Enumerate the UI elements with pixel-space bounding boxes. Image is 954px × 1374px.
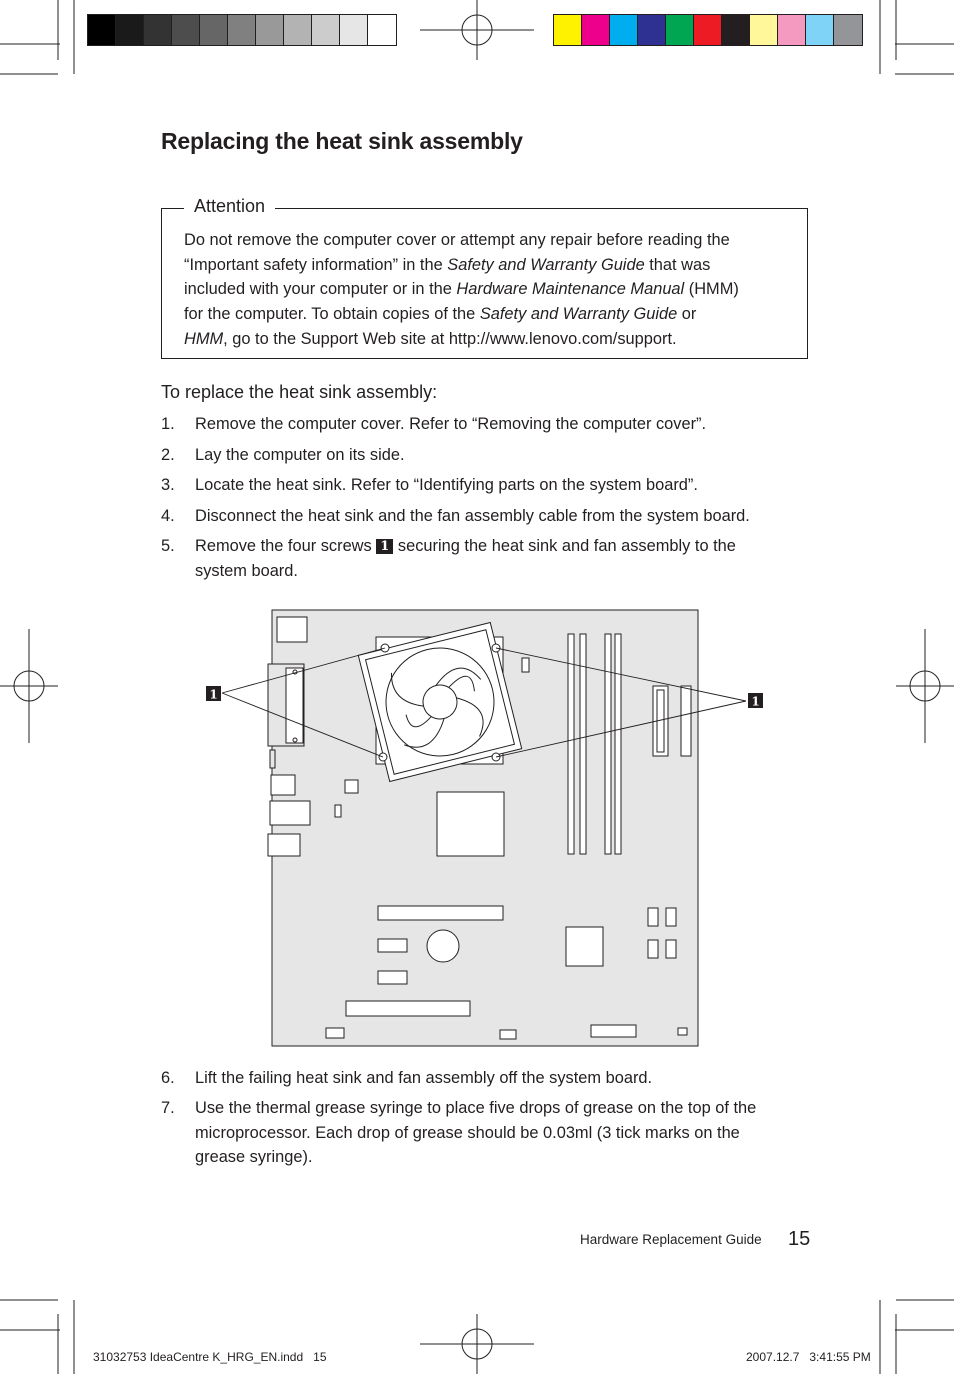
step-text: Remove the computer cover. Refer to “Removing the computer cover”. bbox=[195, 415, 707, 433]
memory-slot bbox=[615, 634, 621, 854]
slug-file-name: 31032753 IdeaCentre K_HRG_EN.indd 15 bbox=[93, 1350, 327, 1364]
step-number: 1. bbox=[161, 415, 175, 433]
memory-slot bbox=[568, 634, 574, 854]
step-number: 6. bbox=[161, 1069, 175, 1087]
step-text: Disconnect the heat sink and the fan assembly cable from the system board. bbox=[195, 507, 750, 525]
audio-connector bbox=[268, 834, 300, 856]
footer-guide-title: Hardware Replacement Guide bbox=[580, 1232, 762, 1247]
ide-connector bbox=[681, 686, 691, 756]
step-number: 2. bbox=[161, 446, 175, 464]
step-text: Lift the failing heat sink and fan assembly off the system board. bbox=[195, 1069, 653, 1087]
callout-label-left: 1 bbox=[209, 687, 218, 702]
lan-connector bbox=[270, 801, 310, 825]
step-text: Locate the heat sink. Refer to “Identifying parts on the system board”. bbox=[195, 476, 698, 494]
attention-text: Do not remove the computer cover or attempt any repair before reading the “Important safety information” in the Safety and Warranty Guide that was included with your computer or in the Hardware Maintenance Manual (HMM) for the computer. To obtain copies of the Safety and Warranty Guide or HMM, go to the Support Web site at http://www.lenovo.com/support. bbox=[184, 231, 739, 348]
callout-label-right: 1 bbox=[751, 694, 760, 709]
procedure-heading: To replace the heat sink assembly: bbox=[161, 382, 438, 402]
step-number: 4. bbox=[161, 507, 175, 525]
step-text: Lay the computer on its side. bbox=[195, 446, 405, 464]
step-number: 7. bbox=[161, 1099, 175, 1117]
memory-slot bbox=[605, 634, 611, 854]
io-chip bbox=[566, 927, 603, 966]
expansion-slot bbox=[378, 906, 503, 920]
page-number: 15 bbox=[788, 1228, 811, 1250]
step-number: 3. bbox=[161, 476, 175, 494]
usb-connector bbox=[271, 775, 295, 795]
step-text: Use the thermal grease syringe to place five drops of grease on the top of the microprocessor. Each drop of grease should be 0.03ml (3 tick marks on the grease syringe). bbox=[195, 1099, 757, 1167]
step-text: Remove the four screws 1 securing the heat sink and fan assembly to the system board. bbox=[195, 537, 736, 580]
front-panel-header bbox=[591, 1025, 636, 1037]
step-number: 5. bbox=[161, 537, 175, 555]
battery bbox=[427, 930, 459, 962]
expansion-slot bbox=[346, 1001, 470, 1016]
chipset bbox=[437, 792, 504, 856]
attention-label: Attention bbox=[184, 196, 275, 217]
system-board-figure bbox=[200, 605, 770, 1055]
callout-badge: 1 bbox=[376, 539, 393, 554]
page-title: Replacing the heat sink assembly bbox=[161, 128, 523, 154]
io-connector bbox=[277, 617, 307, 642]
slug-timestamp: 2007.12.7 3:41:55 PM bbox=[746, 1350, 871, 1364]
